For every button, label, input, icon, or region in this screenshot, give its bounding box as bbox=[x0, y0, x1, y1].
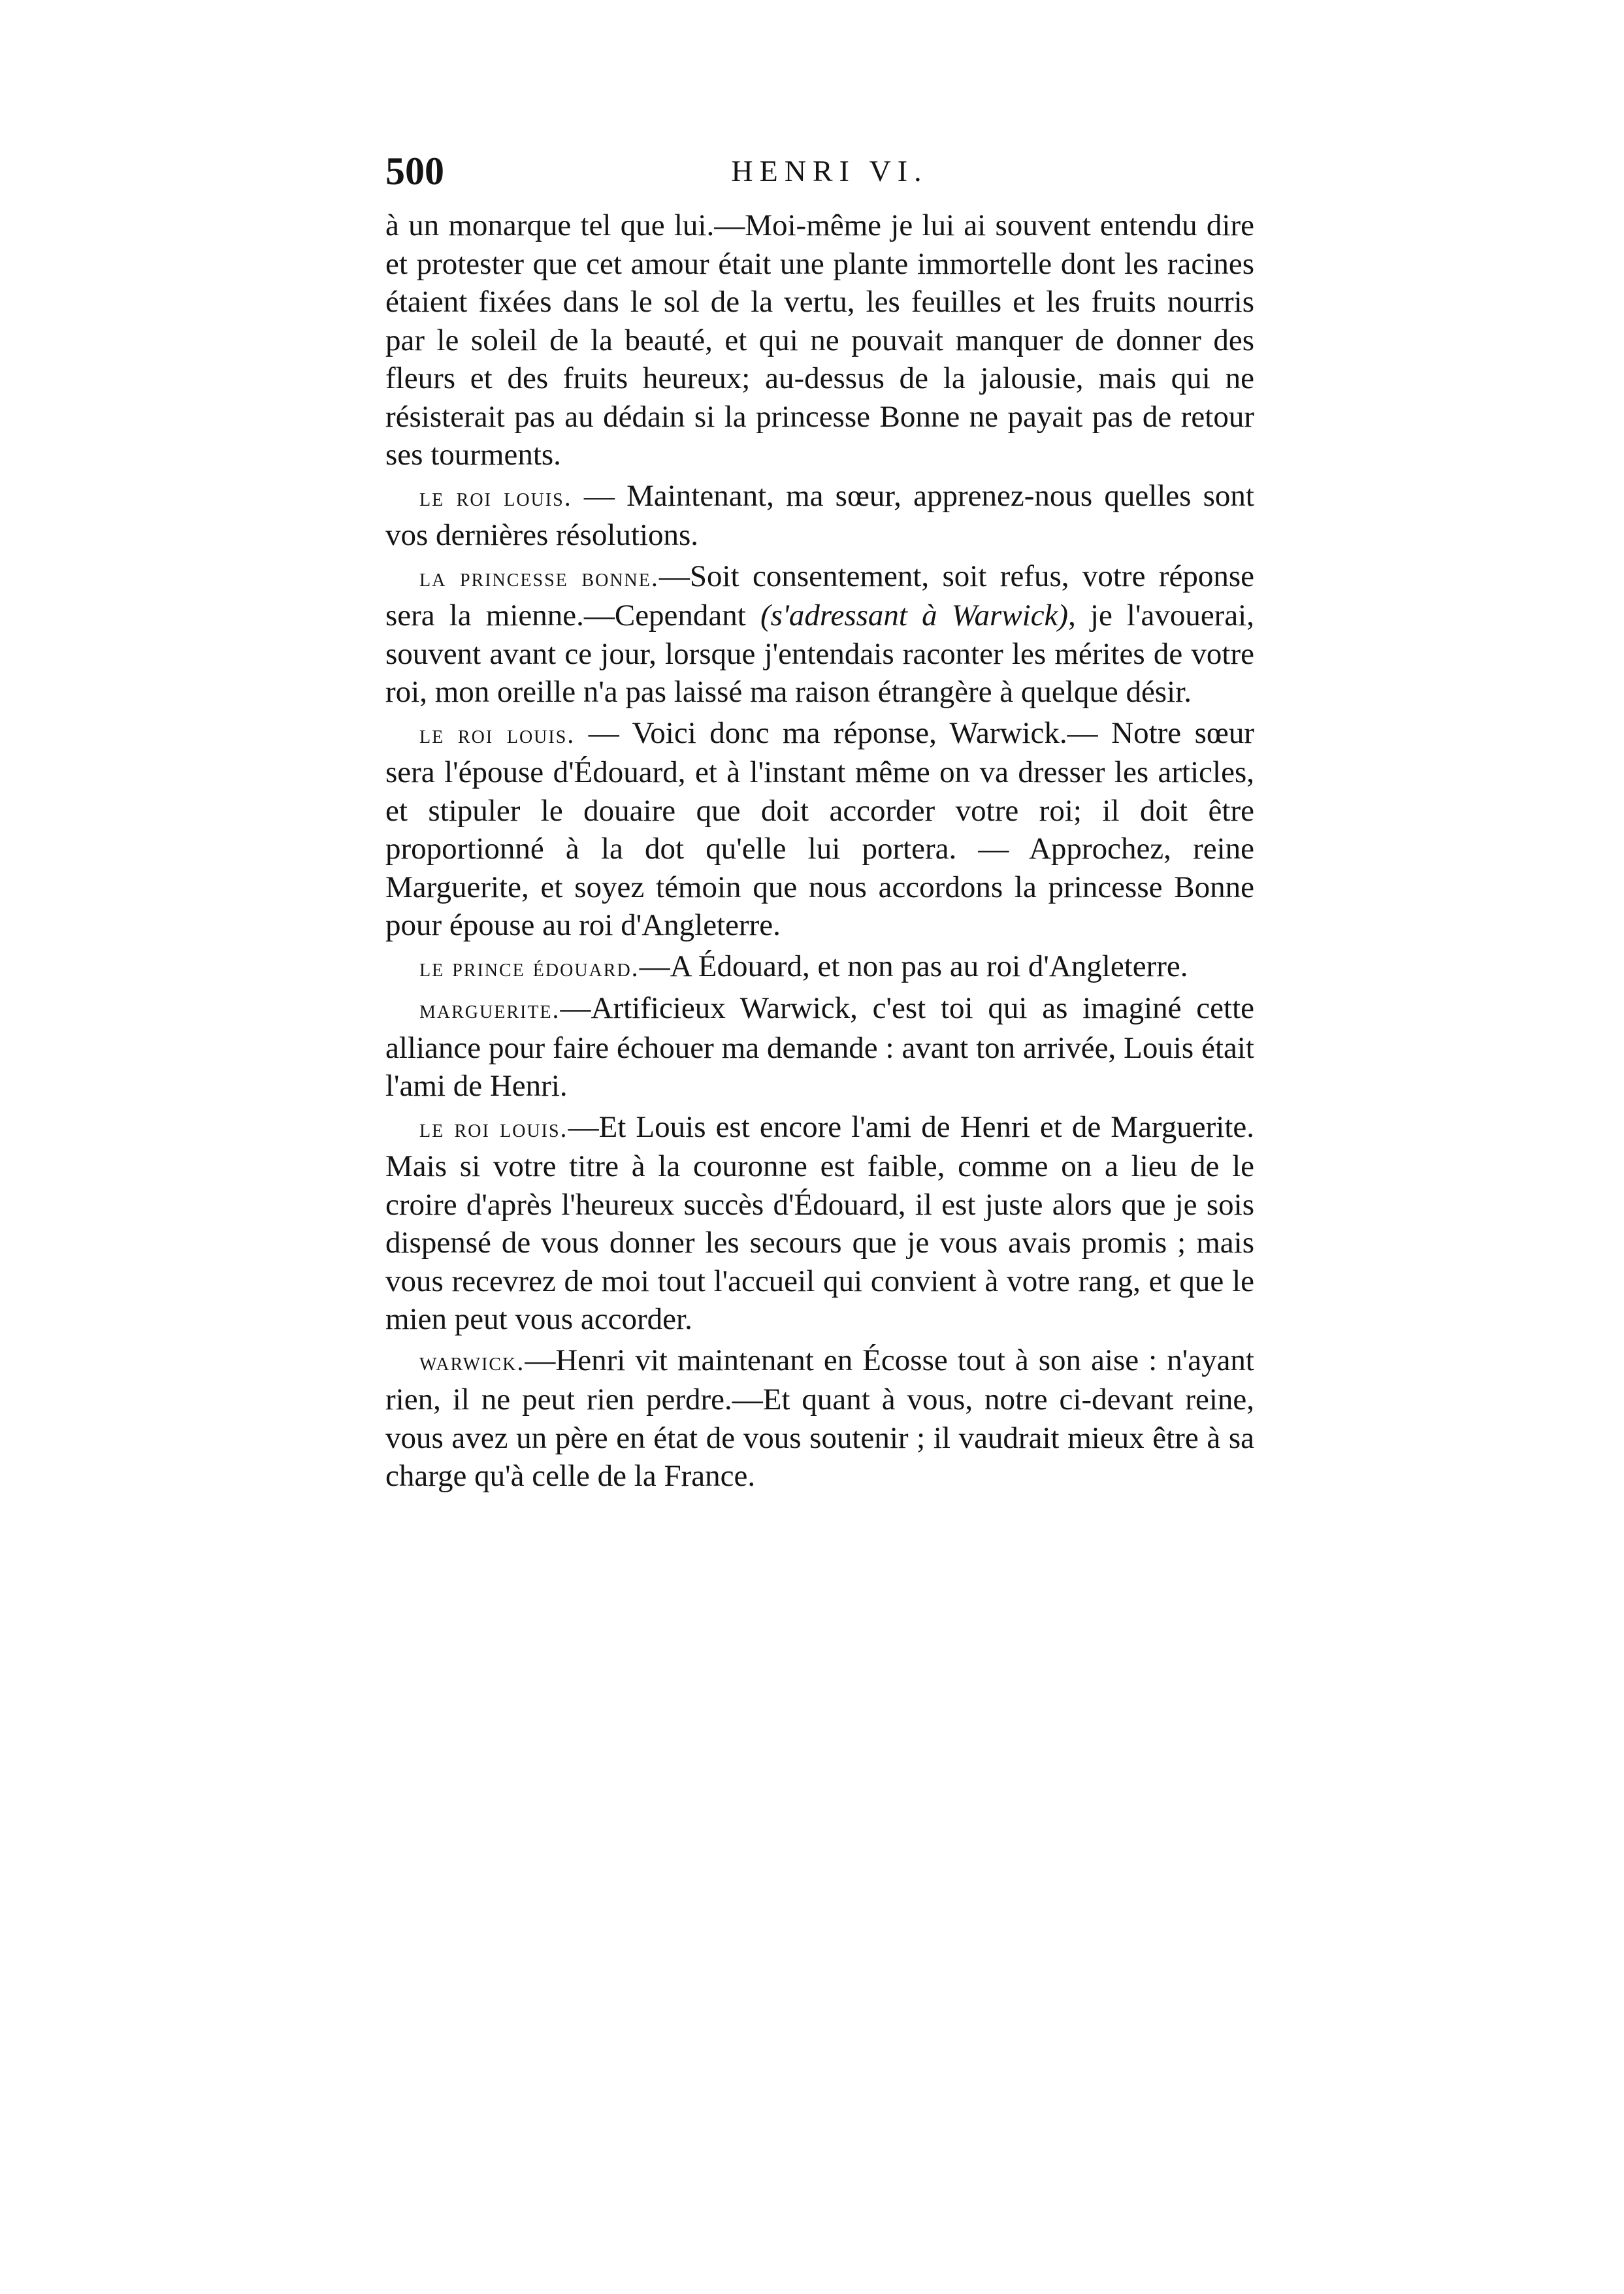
speech-paragraph bbox=[385, 989, 1254, 1106]
speech-text: —A Édouard, et non pas au roi d'Angleterre. bbox=[639, 949, 1188, 983]
speech-paragraph bbox=[385, 1341, 1254, 1496]
speaker-name: le roi louis. bbox=[419, 719, 576, 749]
speech-text: , je l'avouerai, souvent avant ce jour, lorsque j'entendais raconter les mérites de votre roi, mon oreille n'a pas laissé ma raison étrangère à quelque désir. bbox=[385, 598, 1254, 709]
speech-text: — Maintenant, ma sœur, apprenez-nous quelles sont vos dernières résolutions. bbox=[385, 478, 1254, 552]
page-number: 500 bbox=[385, 150, 444, 193]
speaker-name: le prince édouard. bbox=[419, 952, 640, 982]
speaker-name: le roi louis. bbox=[419, 1113, 568, 1143]
speech-text: — Voici donc ma réponse, Warwick.— Notre sœur sera l'épouse d'Édouard, et à l'instant même on va dresser les articles, et stipuler le douaire que doit accorder votre roi; il doit être proportionné à la dot qu'elle lui portera. — Approchez, reine Marguerite, et soyez témoin que nous accordons la princesse Bonne pour épouse au roi d'Angleterre. bbox=[385, 715, 1254, 942]
speaker-name: marguerite. bbox=[419, 994, 560, 1024]
speaker-name: le roi louis. bbox=[419, 482, 572, 512]
paragraph bbox=[385, 206, 1254, 474]
speech-text: —Soit consentement, soit refus, votre réponse sera la mienne.—Cependant bbox=[385, 559, 1254, 632]
running-title: HENRI VI. bbox=[731, 154, 928, 188]
speech-paragraph bbox=[385, 1108, 1254, 1339]
paragraph-text: à un monarque tel que lui.—Moi-même je lui ai souvent entendu dire et protester que cet amour était une plante immortelle dont les racines étaient fixées dans le sol de la vertu, les feuilles et les fruits nourris par le soleil de la beauté, et qui ne pouvait manquer de donner des fleurs et des fruits heureux; au-dessus de la jalousie, mais qui ne résisterait pas au dédain si la princesse Bonne ne payait pas de retour ses tourments. bbox=[385, 208, 1254, 472]
speech-paragraph bbox=[385, 947, 1254, 987]
speaker-name: warwick. bbox=[419, 1346, 525, 1376]
speech-text: —Henri vit maintenant en Écosse tout à son aise : n'ayant rien, il ne peut rien perdre.—Et quant à vous, notre ci-devant reine, vous avez un père en état de vous soutenir ; il vaudrait mieux être à sa charge qu'à celle de la France. bbox=[385, 1343, 1254, 1493]
speaker-name: la princesse bonne. bbox=[419, 562, 659, 592]
body-text bbox=[385, 206, 1254, 1496]
speech-paragraph bbox=[385, 714, 1254, 945]
speech-text: —Artificieux Warwick, c'est toi qui as imaginé cette alliance pour faire échouer ma demande : avant ton arrivée, Louis était l'ami de Henri. bbox=[385, 991, 1254, 1103]
stage-direction: (s'adressant à Warwick) bbox=[760, 598, 1069, 632]
speech-paragraph bbox=[385, 557, 1254, 712]
page-header bbox=[385, 145, 1274, 197]
speech-text: —Et Louis est encore l'ami de Henri et de Marguerite. Mais si votre titre à la couronne est faible, comme on a lieu de le croire d'après l'heureux succès d'Édouard, il est juste alors que je sois dispensé de vous donner les secours que je vous avais promis ; mais vous recevrez de moi tout l'accueil qui convient à votre rang, et que le mien peut vous accorder. bbox=[385, 1109, 1254, 1336]
speech-paragraph bbox=[385, 477, 1254, 555]
